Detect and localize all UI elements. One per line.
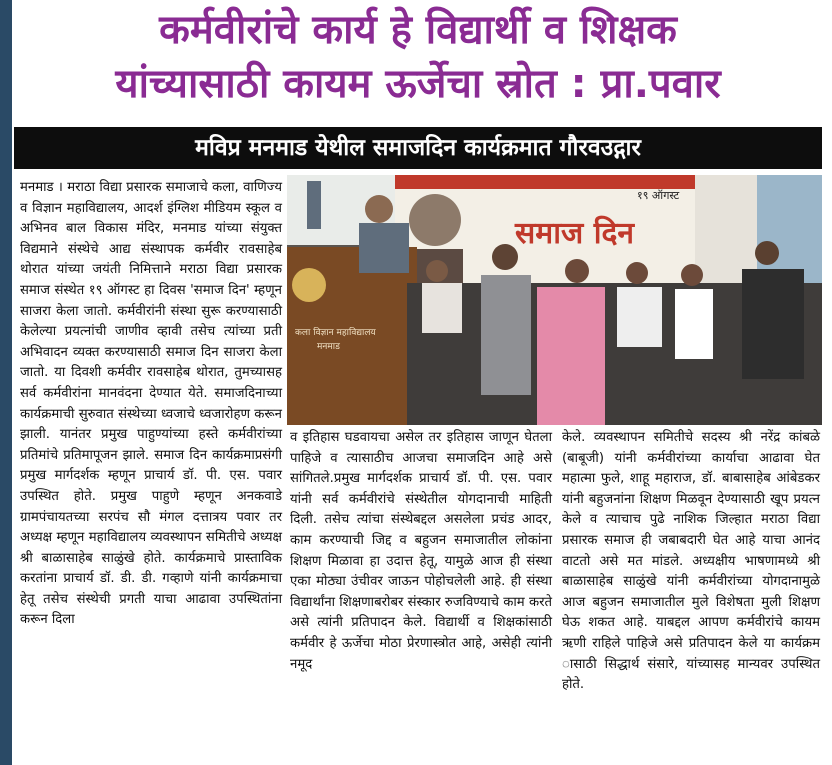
subheadline-bar: मविप्र मनमाड येथील समाजदिन कार्यक्रमात गौरवउद्गार	[14, 127, 822, 169]
column-3-text: केले. व्यवस्थापन समितीचे सदस्य श्री नरेंद्र कांबळे (बाबूजी) यांनी कर्मवीरांच्या कार्याचा आढावा घेत महात्मा फुले, शाहू महाराज, डॉ. बाबासाहेब आंबेडकर यांनी बहुजनांना शिक्षण मिळवून देण्यासाठी खूप प्रयत्न केले व त्याचाच पुढे नाशिक जिल्हात मराठा विद्या प्रसारक समाज ही जबाबदारी घेत आहे याचा आनंद वाटतो असे मत मांडले. अध्यक्षीय भाषणामध्ये श्री बाळासाहेब साळुंखे यांनी कर्मवीरांच्या योगदानामुळे आज बहुजन समाजातील मुले विशेषता मुली शिक्षण घेऊ शकत आहे. याबद्दल आपण कर्मवीरांचे कायम ऋणी राहिले पाहिजे असे प्रतिपादन केले या कार्यक्रम ासाठी सिद्धार्थ संसारे, यांच्यासह मान्यवर उपस्थित होते.	[562, 430, 820, 693]
banner-title: समाज दिन	[515, 216, 635, 251]
article-column-2	[290, 428, 552, 758]
column-1-text: मनमाड । मराठा विद्या प्रसारक समाजाचे कला, वाणिज्य व विज्ञान महाविद्यालय, आदर्श इंग्लिश मीडियम स्कूल व अभिनव बाल विकास मंदिर, मनमाड यांच्या संयुक्त विद्यमाने संस्थेचे आद्य संस्थापक कर्मवीर रावसाहेब थोरात यांच्या जयंती निमित्ताने मराठा विद्या प्रसारक समाज संस्थेत १९ ऑगस्ट हा दिवस 'समाज दिन' म्हणून साजरा केला जातो. कर्मवीरांनी संस्था सुरू करण्यासाठी केलेल्या प्रयत्नांची जाणीव व्हावी तसेच त्यांच्या प्रती अभिवादन व्यक्त करण्यासाठी समाज दिन साजरा केला जातो. या दिवशी कर्मवीर रावसाहेब थोरात, तुमच्यासह सर्व कर्मवीरांना मानवंदना देण्यात येते. समाजदिनाच्या कार्यक्रमाची सुरुवात संस्थेच्या ध्वजाचे ध्वजारोहण करून झाली. यानंतर प्रमुख पाहुण्यांच्या हस्ते कर्मवीरांच्या प्रतिमांचे प्रतिमापूजन झाले. समाज दिन कार्यक्रमाप्रसंगी प्रमुख मार्गदर्शक म्हणून प्राचार्य डॉ. पी. एस. पवार उपस्थित होते. प्रमुख पाहुणे म्हणून अनकवाडे ग्रामपंचायतच्या सरपंच सौ मंगल दत्तात्रय पवार तर अध्यक्ष म्हणून महाविद्यालय व्यवस्थापन समितीचे अध्यक्ष श्री बाळासाहेब साळुंखे होते. कार्यक्रमाचे प्रास्ताविक करतांना प्राचार्य डॉ. डी. डी. गव्हाणे यांनी कार्यक्रमाचा हेतू तसेच संस्थेची प्रगती याचा आढावा उपस्थितांना करून दिला	[20, 180, 282, 628]
event-photo	[287, 175, 822, 425]
left-edge-strip	[0, 0, 12, 765]
podium-label-1: कला विज्ञान महाविद्यालय	[295, 328, 376, 338]
podium-label-2: मनमाड	[317, 342, 340, 352]
column-2-text: व इतिहास घडवायचा असेल तर इतिहास जाणून घेतला पाहिजे व त्यासाठीच आजचा समाजदिन आहे असे सांगितले.प्रमुख मार्गदर्शक प्राचार्य डॉ. पी. एस. पवार यांनी सर्व कर्मवीरांचे संस्थेतील योगदानाची माहिती दिली. तसेच त्यांचा संस्थेबद्दल असलेला प्रचंड आदर, काम करण्याची जिद्द व बहुजन समाजातील लोकांना शिक्षण मिळावा हा उदात्त हेतू, यामुळे आज ही संस्था एका मोठ्या उंचीवर जाऊन पोहोचलेली आहे. ही संस्था विद्यार्थांना शिक्षणाबरोबर संस्कार रुजविण्याचे काम करते असे त्यांनी प्रतिपादन केले. विद्यार्थी व शिक्षकांसाठी कर्मवीर हे ऊर्जेचा मोठा प्रेरणास्त्रोत आहे, असेही त्यांनी नमूद	[290, 430, 552, 672]
article-column-3	[562, 428, 820, 758]
article-column-1	[20, 178, 282, 758]
banner-date: १९ ऑगस्ट	[637, 189, 680, 202]
headline-line-2: यांच्यासाठी कायम ऊर्जेचा स्रोत : प्रा.पवार	[115, 61, 721, 107]
headline-line-1: कर्मवीरांचे कार्य हे विद्यार्थी व शिक्षक	[159, 7, 677, 53]
